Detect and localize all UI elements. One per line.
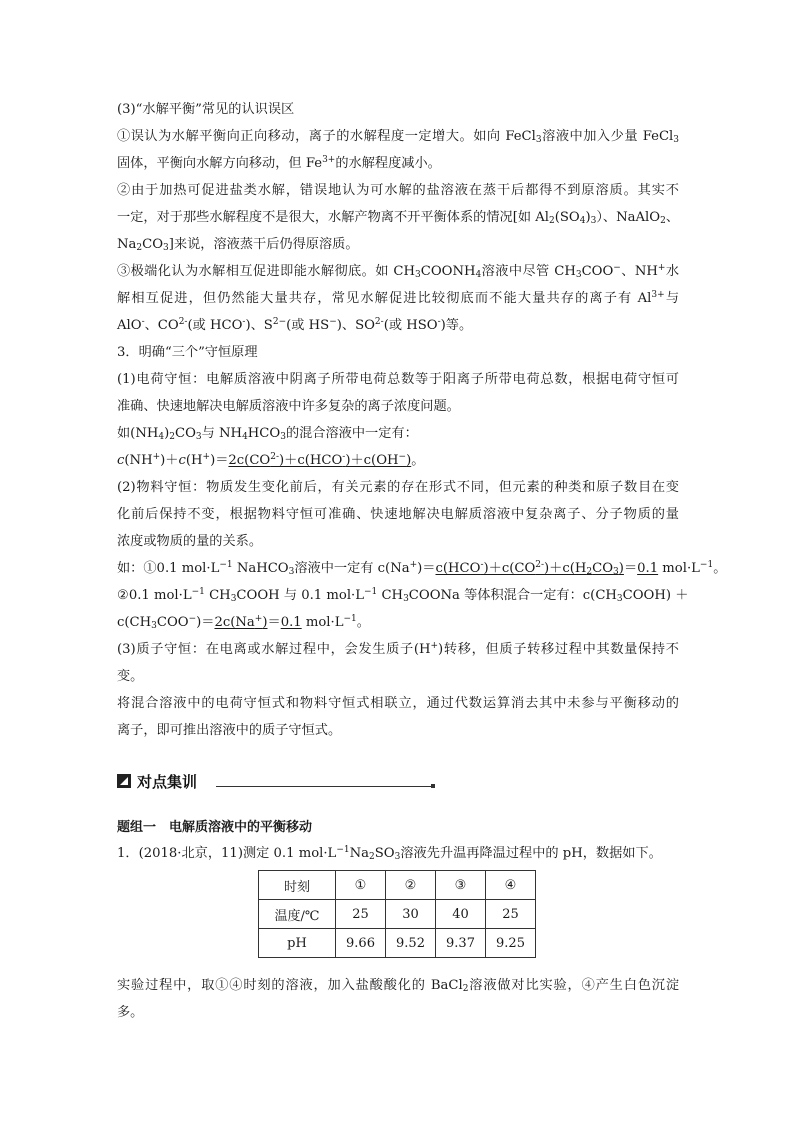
- paragraph-line: (1)电荷守恒：电解质溶液中阴离子所带电荷总数等于阳离子所带电荷总数，根据电荷守恒可: [117, 372, 679, 387]
- table-row: [259, 929, 536, 958]
- paragraph-line: 准确、快速地解决电解质溶液中许多复杂的离子浓度问题。: [117, 399, 460, 414]
- paragraph-line: 变。: [117, 669, 144, 684]
- paragraph-line: 化前后保持不变，根据物料守恒可准确、快速地解决电解质溶液中复杂离子、分子物质的量: [117, 507, 679, 522]
- formula-line: $c(NH^+)+c(H^+)=2c(CO^{2-})+c(HCO^-)+c(OH^-)$。: [117, 452, 425, 468]
- table-cell: 25: [336, 900, 386, 929]
- table-row: [259, 871, 536, 900]
- section-divider: [216, 786, 432, 787]
- table-cell: 温度/℃: [259, 900, 336, 929]
- table-cell: 9.66: [336, 929, 386, 958]
- table-row: [259, 900, 536, 929]
- formula-line: ②0.1 $mol\cdot L^{-1}$ $CH_3COOH$ 与 0.1 $mol\cdot L^{-1}$ $CH_3COONa$ 等体积混合一定有：$c(CH_3COOH)$ ＋: [117, 587, 689, 604]
- subsection-title: (3)“水解平衡”常见的认识误区: [117, 102, 295, 117]
- table-cell: ④: [486, 871, 536, 900]
- section-header: [117, 770, 437, 792]
- text-block-top: [117, 96, 727, 744]
- pencil-square-icon: [117, 774, 131, 788]
- answer-underline: 0.1: [280, 615, 302, 630]
- paragraph-line: ②由于加热可促进盐类水解，错误地认为可水解的盐溶液在蒸干后都得不到原溶质。其实不: [117, 183, 679, 198]
- paragraph-line: 离子，即可推出溶液中的质子守恒式。: [117, 723, 342, 738]
- table-cell: 9.25: [486, 929, 536, 958]
- table-cell: pH: [259, 929, 336, 958]
- formula-line: 如：①0.1 $mol\cdot L^{-1}$ NaHCO$_3$溶液中一定有 $c(Na^+)=c(HCO^-)+c(CO^{2-})+c(H_2CO_3)=0.1$ $mol\cdot L^{-1}$。: [117, 560, 727, 577]
- question-stem: 1．(2018·北京，11)测定 0.1 $mol\cdot L^{-1}Na_2SO_3$溶液先升温再降温过程中的 pH，数据如下。: [117, 845, 662, 862]
- answer-underline: 0.1: [637, 561, 659, 576]
- paragraph-line: ①误认为水解平衡向正向移动，离子的水解程度一定增大。如向 FeCl$_3$溶液中加入少量 FeCl$_3$: [117, 129, 680, 145]
- answer-underline: 2c(Na+): [214, 614, 268, 630]
- paragraph-line: 固体，平衡向水解方向移动，但 $Fe^{3+}$的水解程度减小。: [117, 155, 441, 171]
- answer-underline: $c(HCO^-)+c(CO^{2-})+c(H_2CO_3)$: [435, 560, 624, 577]
- section-title: 对点集训: [137, 772, 198, 791]
- text-block-bottom: [117, 972, 679, 1026]
- table-cell: ②: [386, 871, 436, 900]
- paragraph-line: 浓度或物质的量的关系。: [117, 534, 263, 549]
- question-group-title: 题组一 电解质溶液中的平衡移动: [117, 820, 313, 835]
- paragraph-line: 一定，对于那些水解程度不是很大，水解产物离不开平衡体系的情况[如 $Al_2(SO_4)_3$）、NaAlO$_2$、: [117, 210, 680, 226]
- formula-line: $c(CH_3COO^-)=2c(Na^+)=0.1$ $mol\cdot L^{-1}$。: [117, 614, 370, 631]
- paragraph-line: AlO-、$CO^{2-}$(或 HCO-)、$S^{2-}$(或 HS−)、$SO^{2-}$(或 HSO-)等。: [117, 317, 473, 333]
- table-cell: 25: [486, 900, 536, 929]
- paragraph-line: 实验过程中，取①④时刻的溶液，加入盐酸酸化的 BaCl$_2$溶液做对比实验，④产生白色沉淀: [117, 978, 680, 994]
- table-cell: ①: [336, 871, 386, 900]
- table-cell: 40: [436, 900, 486, 929]
- table-cell: ③: [436, 871, 486, 900]
- paragraph-line: $Na_2CO_3$]来说，溶液蒸干后仍得原溶质。: [117, 237, 359, 253]
- paragraph-line: (3)质子守恒：在电离或水解过程中，会发生质子(H+)转移，但质子转移过程中其数量保持不: [117, 641, 679, 657]
- paragraph-line: ③极端化认为水解相互促进即能水解彻底。如 $CH_3COONH_4$溶液中尽管 $CH_3COO^-$、NH+水: [117, 263, 680, 280]
- table-cell: 30: [386, 900, 436, 929]
- table-cell: 9.52: [386, 929, 436, 958]
- data-table: [258, 870, 536, 958]
- paragraph-line: 将混合溶液中的电荷守恒式和物料守恒式相联立，通过代数运算消去其中未参与平衡移动的: [117, 696, 679, 711]
- section-divider-end: [431, 784, 435, 788]
- table-cell: 9.37: [436, 929, 486, 958]
- paragraph-line: 解相互促进，但仍然能大量共存，常见水解促进比较彻底而不能大量共存的离子有 $Al^{3+}$与: [117, 290, 680, 306]
- paragraph-line: (2)物料守恒：物质发生变化前后，有关元素的存在形式不同，但元素的种类和原子数目在变: [117, 480, 679, 495]
- table-cell: 时刻: [259, 871, 336, 900]
- paragraph-line: 多。: [117, 1005, 144, 1020]
- section-heading: 3．明确“三个”守恒原理: [117, 345, 258, 360]
- answer-underline: $2c(CO^{2-})+c(HCO^-)+c(OH^-)$: [228, 452, 412, 468]
- paragraph-line: 如$(NH_4)_2CO_3$与 $NH_4HCO_3$的混合溶液中一定有：: [117, 426, 418, 442]
